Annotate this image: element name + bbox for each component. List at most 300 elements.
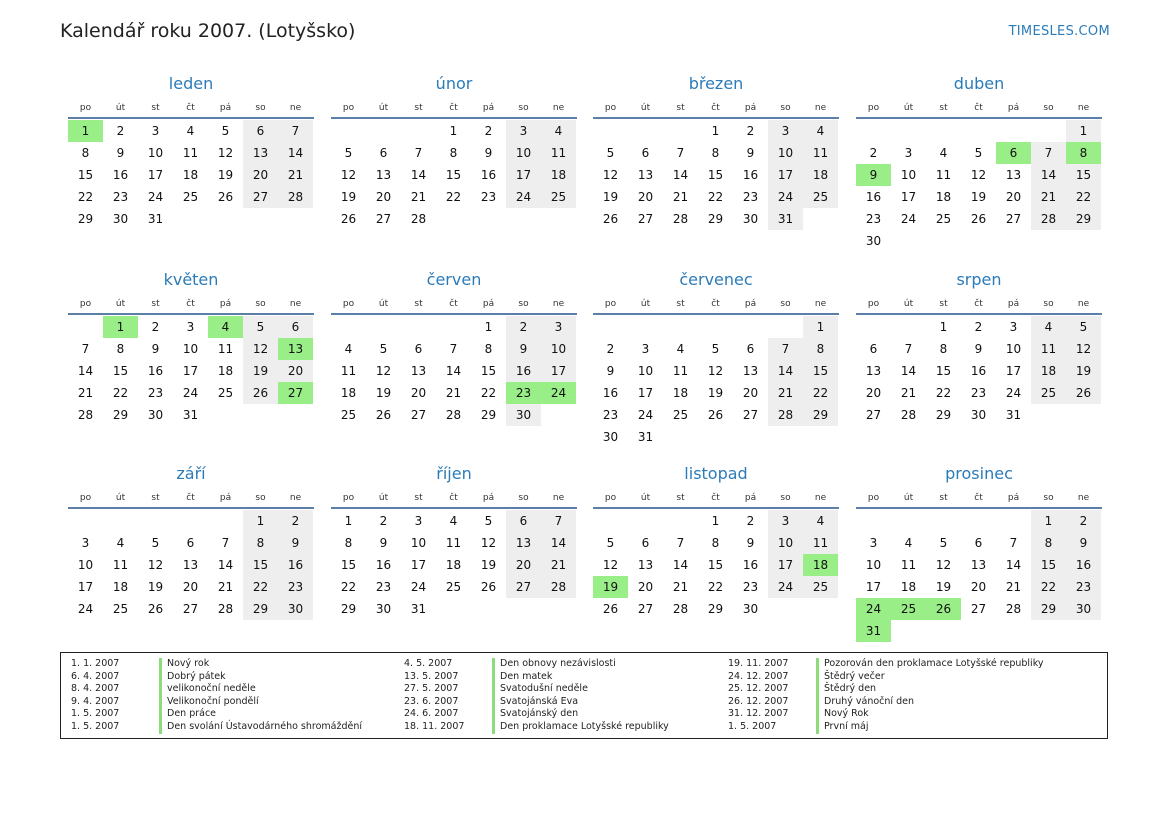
day-cell: 16 <box>742 558 759 572</box>
weekday-label: po <box>342 103 355 113</box>
empty-cell <box>68 510 103 532</box>
day-cell: 7 <box>676 536 685 550</box>
weekday-label: pá <box>1007 103 1020 113</box>
weekday-label: po <box>867 493 880 503</box>
holiday-row <box>404 721 669 734</box>
holiday-date: 1. 5. 2007 <box>71 720 120 732</box>
day-cell: 20 <box>278 360 313 382</box>
weekday-label: po <box>604 103 617 113</box>
weekday-label: st <box>151 103 160 113</box>
weekday-label: pá <box>744 493 757 503</box>
day-cell: 21 <box>445 386 462 400</box>
day-cell: 6 <box>278 316 313 338</box>
day-cell: 19 <box>707 386 724 400</box>
day-cell: 1 <box>484 320 493 334</box>
day-cell: 13 <box>742 364 759 378</box>
day-cell: 10 <box>77 558 94 572</box>
day-cell: 30 <box>742 602 759 616</box>
day-cell: 12 <box>707 364 724 378</box>
day-cell: 25 <box>217 386 234 400</box>
weekday-label: ne <box>552 493 565 503</box>
weekday-header <box>856 295 1102 315</box>
day-cell: 30 <box>506 404 541 426</box>
day-cell: 20 <box>637 580 654 594</box>
day-cell: 9 <box>746 146 755 160</box>
month-name: duben <box>953 74 1005 93</box>
day-cell: 18 <box>217 364 234 378</box>
month-name: červen <box>426 270 482 289</box>
month-5 <box>68 269 314 426</box>
weekday-label: po <box>342 299 355 309</box>
day-cell: 16 <box>865 190 882 204</box>
holiday-date: 1. 5. 2007 <box>71 708 120 720</box>
day-cell: 18 <box>803 554 838 576</box>
day-cell: 24 <box>856 598 891 620</box>
day-cell: 3 <box>506 120 541 142</box>
holiday-column <box>404 658 669 734</box>
day-cell: 23 <box>1066 576 1101 598</box>
day-cell: 11 <box>803 142 838 164</box>
weekday-label: čt <box>449 103 458 113</box>
day-cell: 25 <box>445 580 462 594</box>
day-cell: 17 <box>768 164 803 186</box>
day-cell: 27 <box>970 602 987 616</box>
day-cell: 13 <box>970 558 987 572</box>
day-cell: 17 <box>637 386 654 400</box>
day-cell: 28 <box>541 576 576 598</box>
weekday-label: čt <box>186 493 195 503</box>
day-cell: 24 <box>147 190 164 204</box>
weekday-label: čt <box>711 103 720 113</box>
weekday-header <box>68 489 314 509</box>
day-cell: 14 <box>445 364 462 378</box>
day-cell: 30 <box>112 212 129 226</box>
day-cell: 22 <box>243 576 278 598</box>
weekday-header <box>856 99 1102 119</box>
holiday-name: První máj <box>816 721 869 734</box>
day-cell: 21 <box>672 580 689 594</box>
day-cell: 16 <box>506 360 541 382</box>
day-cell: 16 <box>278 554 313 576</box>
day-cell: 10 <box>637 364 654 378</box>
empty-cell <box>366 120 401 142</box>
holiday-date: 13. 5. 2007 <box>404 670 459 682</box>
day-cell: 24 <box>637 408 654 422</box>
day-cell: 4 <box>344 342 353 356</box>
weekday-label: ne <box>814 493 827 503</box>
day-cell: 13 <box>865 364 882 378</box>
day-cell: 25 <box>340 408 357 422</box>
day-cell: 2 <box>746 124 755 138</box>
day-cell: 15 <box>243 554 278 576</box>
day-cell: 24 <box>506 186 541 208</box>
holiday-name: Pozorován den proklamace Lotyšské republiky <box>816 658 1043 671</box>
day-cell: 24 <box>768 576 803 598</box>
days-grid <box>856 510 1102 642</box>
holiday-name: Den proklamace Lotyšské republiky <box>492 721 669 734</box>
weekday-label: so <box>1043 493 1054 503</box>
day-cell: 27 <box>637 602 654 616</box>
weekday-label: čt <box>711 299 720 309</box>
weekday-label: so <box>518 493 529 503</box>
day-cell: 8 <box>116 342 125 356</box>
weekday-header <box>331 295 577 315</box>
day-cell: 12 <box>602 168 619 182</box>
day-cell: 13 <box>243 142 278 164</box>
day-cell: 9 <box>116 146 125 160</box>
day-cell: 2 <box>606 342 615 356</box>
weekday-label: ne <box>814 299 827 309</box>
weekday-header <box>856 489 1102 509</box>
day-cell: 15 <box>112 364 129 378</box>
month-name: srpen <box>956 270 1002 289</box>
day-cell: 26 <box>602 212 619 226</box>
holiday-name: Druhý vánoční den <box>816 696 914 709</box>
month-12 <box>856 463 1102 642</box>
holiday-row <box>71 696 362 709</box>
empty-cell <box>401 120 436 142</box>
weekday-label: po <box>867 299 880 309</box>
weekday-label: po <box>79 299 92 309</box>
day-cell: 17 <box>541 360 576 382</box>
day-cell: 13 <box>410 364 427 378</box>
weekday-label: so <box>255 103 266 113</box>
day-cell: 29 <box>1031 598 1066 620</box>
holiday-date: 24. 6. 2007 <box>404 708 459 720</box>
day-cell: 4 <box>186 124 195 138</box>
day-cell: 7 <box>414 146 423 160</box>
weekday-label: so <box>780 103 791 113</box>
day-cell: 9 <box>151 342 160 356</box>
day-cell: 20 <box>375 190 392 204</box>
weekday-label: čt <box>974 299 983 309</box>
day-cell: 7 <box>904 342 913 356</box>
weekday-label: čt <box>711 493 720 503</box>
day-cell: 23 <box>742 580 759 594</box>
day-cell: 12 <box>480 536 497 550</box>
day-cell: 29 <box>243 598 278 620</box>
weekday-label: po <box>867 103 880 113</box>
day-cell: 20 <box>1005 190 1022 204</box>
month-3 <box>593 73 839 230</box>
day-cell: 5 <box>939 536 948 550</box>
day-cell: 7 <box>221 536 230 550</box>
day-cell: 3 <box>186 320 195 334</box>
day-cell: 16 <box>147 364 164 378</box>
day-cell: 9 <box>746 536 755 550</box>
day-cell: 13 <box>375 168 392 182</box>
weekday-label: ne <box>1077 299 1090 309</box>
day-cell: 8 <box>1031 532 1066 554</box>
day-cell: 30 <box>602 430 619 444</box>
weekday-label: út <box>640 493 651 503</box>
holiday-row <box>404 683 669 696</box>
day-cell: 29 <box>480 408 497 422</box>
day-cell: 3 <box>869 536 878 550</box>
weekday-label: st <box>939 299 948 309</box>
weekday-label: út <box>115 493 126 503</box>
weekday-label: ne <box>1077 103 1090 113</box>
day-cell: 6 <box>746 342 755 356</box>
day-cell: 31 <box>410 602 427 616</box>
weekday-label: ne <box>552 299 565 309</box>
day-cell: 12 <box>375 364 392 378</box>
day-cell: 2 <box>1066 510 1101 532</box>
day-cell: 18 <box>445 558 462 572</box>
weekday-label: po <box>604 493 617 503</box>
day-cell: 22 <box>445 190 462 204</box>
holiday-row <box>71 721 362 734</box>
day-cell: 25 <box>112 602 129 616</box>
holiday-name: Svatodušní neděle <box>492 683 588 696</box>
holiday-name: velikonoční neděle <box>159 683 256 696</box>
day-cell: 26 <box>707 408 724 422</box>
day-cell: 18 <box>803 164 838 186</box>
month-name: listopad <box>684 464 748 483</box>
day-cell: 5 <box>379 342 388 356</box>
day-cell: 25 <box>672 408 689 422</box>
day-cell: 1 <box>449 124 458 138</box>
holiday-date: 1. 5. 2007 <box>728 720 777 732</box>
empty-cell <box>663 510 698 532</box>
empty-cell <box>733 316 768 338</box>
day-cell: 20 <box>637 190 654 204</box>
weekday-label: so <box>780 299 791 309</box>
day-cell: 5 <box>711 342 720 356</box>
day-cell: 15 <box>935 364 952 378</box>
day-cell: 5 <box>151 536 160 550</box>
day-cell: 31 <box>147 212 164 226</box>
days-grid <box>68 120 314 230</box>
day-cell: 23 <box>602 408 619 422</box>
holiday-date: 8. 4. 2007 <box>71 683 120 695</box>
day-cell: 19 <box>970 190 987 204</box>
day-cell: 27 <box>182 602 199 616</box>
day-cell: 10 <box>506 142 541 164</box>
day-cell: 14 <box>217 558 234 572</box>
day-cell: 4 <box>208 316 243 338</box>
day-cell: 27 <box>243 186 278 208</box>
empty-cell <box>173 510 208 532</box>
day-cell: 18 <box>900 580 917 594</box>
day-cell: 17 <box>410 558 427 572</box>
day-cell: 3 <box>768 120 803 142</box>
day-cell: 20 <box>182 580 199 594</box>
weekday-label: pá <box>744 299 757 309</box>
holiday-name: Dobrý pátek <box>159 671 226 684</box>
empty-cell <box>856 120 891 142</box>
days-grid <box>593 316 839 448</box>
day-cell: 4 <box>541 120 576 142</box>
weekday-label: pá <box>1007 493 1020 503</box>
weekday-label: út <box>115 103 126 113</box>
day-cell: 25 <box>182 190 199 204</box>
holiday-name: Den práce <box>159 708 216 721</box>
day-cell: 30 <box>1066 598 1101 620</box>
empty-cell <box>628 510 663 532</box>
day-cell: 19 <box>1066 360 1101 382</box>
day-cell: 11 <box>672 364 689 378</box>
month-8 <box>856 269 1102 426</box>
day-cell: 11 <box>112 558 129 572</box>
weekday-label: po <box>604 299 617 309</box>
day-cell: 1 <box>711 124 720 138</box>
empty-cell <box>68 316 103 338</box>
month-name: červenec <box>679 270 753 289</box>
day-cell: 5 <box>243 316 278 338</box>
day-cell: 23 <box>147 386 164 400</box>
month-name: říjen <box>436 464 472 483</box>
day-cell: 8 <box>711 146 720 160</box>
day-cell: 15 <box>803 360 838 382</box>
weekday-label: út <box>640 103 651 113</box>
day-cell: 8 <box>344 536 353 550</box>
day-cell: 3 <box>414 514 423 528</box>
holiday-date: 1. 1. 2007 <box>71 658 120 669</box>
day-cell: 26 <box>340 212 357 226</box>
day-cell: 9 <box>278 532 313 554</box>
weekday-label: út <box>378 103 389 113</box>
weekday-label: st <box>414 103 423 113</box>
day-cell: 14 <box>1031 164 1066 186</box>
day-cell: 17 <box>77 580 94 594</box>
day-cell: 29 <box>340 602 357 616</box>
day-cell: 10 <box>147 146 164 160</box>
holiday-name: Nový rok <box>159 658 209 671</box>
site-link[interactable]: TIMESLES.COM <box>1008 24 1110 39</box>
day-cell: 9 <box>379 536 388 550</box>
month-name: únor <box>435 74 473 93</box>
holiday-name: Den obnovy nezávislosti <box>492 658 616 671</box>
day-cell: 5 <box>221 124 230 138</box>
days-grid <box>331 316 577 426</box>
holiday-name: Štědrý večer <box>816 671 885 684</box>
day-cell: 18 <box>541 164 576 186</box>
day-cell: 22 <box>707 580 724 594</box>
day-cell: 27 <box>278 382 313 404</box>
day-cell: 15 <box>445 168 462 182</box>
day-cell: 9 <box>856 164 891 186</box>
weekday-label: út <box>903 493 914 503</box>
day-cell: 21 <box>768 382 803 404</box>
day-cell: 26 <box>243 382 278 404</box>
day-cell: 9 <box>606 364 615 378</box>
day-cell: 14 <box>900 364 917 378</box>
holidays-list <box>60 652 1108 739</box>
day-cell: 13 <box>1005 168 1022 182</box>
day-cell: 14 <box>278 142 313 164</box>
weekday-label: út <box>903 299 914 309</box>
day-cell: 24 <box>1005 386 1022 400</box>
day-cell: 11 <box>803 532 838 554</box>
day-cell: 25 <box>891 598 926 620</box>
month-name: leden <box>168 74 214 93</box>
day-cell: 18 <box>672 386 689 400</box>
day-cell: 21 <box>217 580 234 594</box>
day-cell: 31 <box>637 430 654 444</box>
day-cell: 20 <box>742 386 759 400</box>
day-cell: 7 <box>278 120 313 142</box>
day-cell: 12 <box>935 558 952 572</box>
day-cell: 30 <box>970 408 987 422</box>
holiday-date: 26. 12. 2007 <box>728 695 789 707</box>
day-cell: 13 <box>637 558 654 572</box>
day-cell: 3 <box>151 124 160 138</box>
day-cell: 14 <box>77 364 94 378</box>
holiday-name: Svatojánský den <box>492 708 578 721</box>
day-cell: 14 <box>410 168 427 182</box>
empty-cell <box>401 316 436 338</box>
day-cell: 16 <box>112 168 129 182</box>
day-cell: 6 <box>243 120 278 142</box>
day-cell: 15 <box>707 558 724 572</box>
page-title: Kalendář roku 2007. (Lotyšsko) <box>60 20 356 42</box>
holiday-row <box>71 658 362 671</box>
day-cell: 14 <box>1005 558 1022 572</box>
holiday-date: 9. 4. 2007 <box>71 695 120 707</box>
day-cell: 17 <box>768 554 803 576</box>
weekday-label: st <box>151 493 160 503</box>
day-cell: 24 <box>768 186 803 208</box>
day-cell: 27 <box>742 408 759 422</box>
weekday-label: čt <box>186 103 195 113</box>
day-cell: 27 <box>865 408 882 422</box>
day-cell: 31 <box>856 620 891 642</box>
empty-cell <box>961 120 996 142</box>
weekday-label: út <box>378 493 389 503</box>
empty-cell <box>926 120 961 142</box>
day-cell: 9 <box>974 342 983 356</box>
day-cell: 1 <box>68 120 103 142</box>
holiday-date: 25. 12. 2007 <box>728 683 789 695</box>
month-10 <box>331 463 577 620</box>
day-cell: 4 <box>676 342 685 356</box>
day-cell: 25 <box>803 576 838 598</box>
empty-cell <box>663 120 698 142</box>
day-cell: 12 <box>1066 338 1101 360</box>
day-cell: 17 <box>1005 364 1022 378</box>
day-cell: 1 <box>1031 510 1066 532</box>
days-grid <box>331 510 577 620</box>
day-cell: 3 <box>1009 320 1018 334</box>
empty-cell <box>593 510 628 532</box>
day-cell: 26 <box>602 602 619 616</box>
weekday-header <box>593 99 839 119</box>
day-cell: 22 <box>1066 186 1101 208</box>
day-cell: 28 <box>900 408 917 422</box>
days-grid <box>856 316 1102 426</box>
day-cell: 23 <box>375 580 392 594</box>
weekday-header <box>68 295 314 315</box>
empty-cell <box>961 510 996 532</box>
empty-cell <box>663 316 698 338</box>
day-cell: 23 <box>480 190 497 204</box>
empty-cell <box>996 120 1031 142</box>
day-cell: 16 <box>742 168 759 182</box>
holiday-name: Svatojánská Eva <box>492 696 578 709</box>
day-cell: 26 <box>147 602 164 616</box>
day-cell: 15 <box>77 168 94 182</box>
weekday-label: ne <box>289 493 302 503</box>
day-cell: 18 <box>182 168 199 182</box>
weekday-label: po <box>79 493 92 503</box>
holiday-name: Velikonoční pondělí <box>159 696 259 709</box>
holiday-row <box>404 671 669 684</box>
day-cell: 16 <box>480 168 497 182</box>
weekday-label: ne <box>1077 493 1090 503</box>
day-cell: 5 <box>344 146 353 160</box>
weekday-label: ne <box>814 103 827 113</box>
